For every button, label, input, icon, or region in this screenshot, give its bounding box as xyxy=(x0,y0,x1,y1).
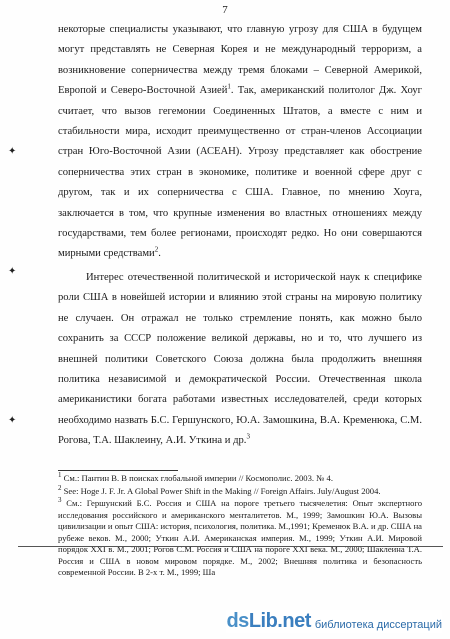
paragraph-2: Интерес отечественной политической и исторической наук к специфике роли США в новейшей истории и влиянию этой страны на мировую политику не случаен. Он отражал не только стремление понять, как можно было сохранить за СССР положение великой державы, но и то, что лучшего из внешней политики Советского Союза должна была продолжить внешняя политика независимой и демократической России. Отечественная школа американистики богата работами известных исследователей, среди которых необходимо назвать Б.С. Гершунского, Ю.А. Замошкина, В.А. Кременюка, С.М. Рогова, Т.А. Шаклеину, А.И. Уткина и др.$^3$ xyxy=(58,271,422,447)
margin-mark-top: ✦ xyxy=(8,146,17,157)
footnote-ref-1: 1 xyxy=(227,82,231,91)
margin-mark-middle: ✦ xyxy=(8,266,17,277)
page-number: 7 xyxy=(222,4,228,16)
margin-mark-bottom: ✦ xyxy=(8,415,17,426)
footnote-ref-3: 3 xyxy=(246,432,250,441)
paragraph-1: некоторые специалисты указывают, что главную угрозу для США в будущем могут представлять не Северная Корея и не международный терроризм, а возникновение соперничества между тремя блоками – Северной Америкой, Европой и Северо-Восточной Азией$^1$. Так, американский политолог Дж. Хоуг считает, что вызов гегемонии Соединенных Штатов, а вместе с ним и стабильности мира, исходит преимущественно от стран-членов Ассоциации стран Юго-Восточной Азии (АСЕАН). Угрозу представляет как обострение соперничества этих стран в экономике, политике и военной сфере друг с другом, так и их соперничества с США. Главное, по мнению Хоуга, заключается в том, что крупные изменения во властных отношениях между государствами, тем более регионами, происходят редко. Но они совершаются мирными средствами$^2$. xyxy=(58,24,422,260)
document-body xyxy=(58,20,422,452)
footnote-1: $^1$ См.: Пантин В. В поисках глобальной империи // Космополис. 2003. № 4. xyxy=(58,471,333,483)
watermark-brand: dsLib.net xyxy=(226,610,311,632)
footnote-ref-2: 2 xyxy=(154,245,159,254)
watermark[interactable] xyxy=(226,610,442,633)
footnote-2: $^2$ See: Hoge J. F. Jr. A Global Power Shift in the Making // Foreign Affairs. July/August 2004. xyxy=(58,483,381,496)
scan-artifact-line xyxy=(18,546,443,547)
footnotes xyxy=(58,473,422,580)
footnote-3: $^3$ См.: Гершунский Б.С. Россия и США на пороге третьего тысячелетия: Опыт экспертного исследования российского и американского менталитетов. М., 1999; Замошкин Ю.А. Вызовы цивилизации и опыт США: история, психология, политика. М.,1991; Кременюк В.А. и др. США на рубеже веков. М., 2000; Уткин А.И. Американская империя. М., 1999; Уткин А.И. Мировой порядок XXI в. М., 2001; Рогов С.М. Россия и США на пороге XXI века. М., 2000; Шаклеина Т.А. Россия и США в новом мировом порядке. М., 2002; Внешняя политика и безопасность современной России. В 2-х т. М., 1999; Ша xyxy=(58,496,422,577)
watermark-tagline: библиотека диссертаций xyxy=(314,618,442,631)
footnote-divider xyxy=(58,470,178,471)
